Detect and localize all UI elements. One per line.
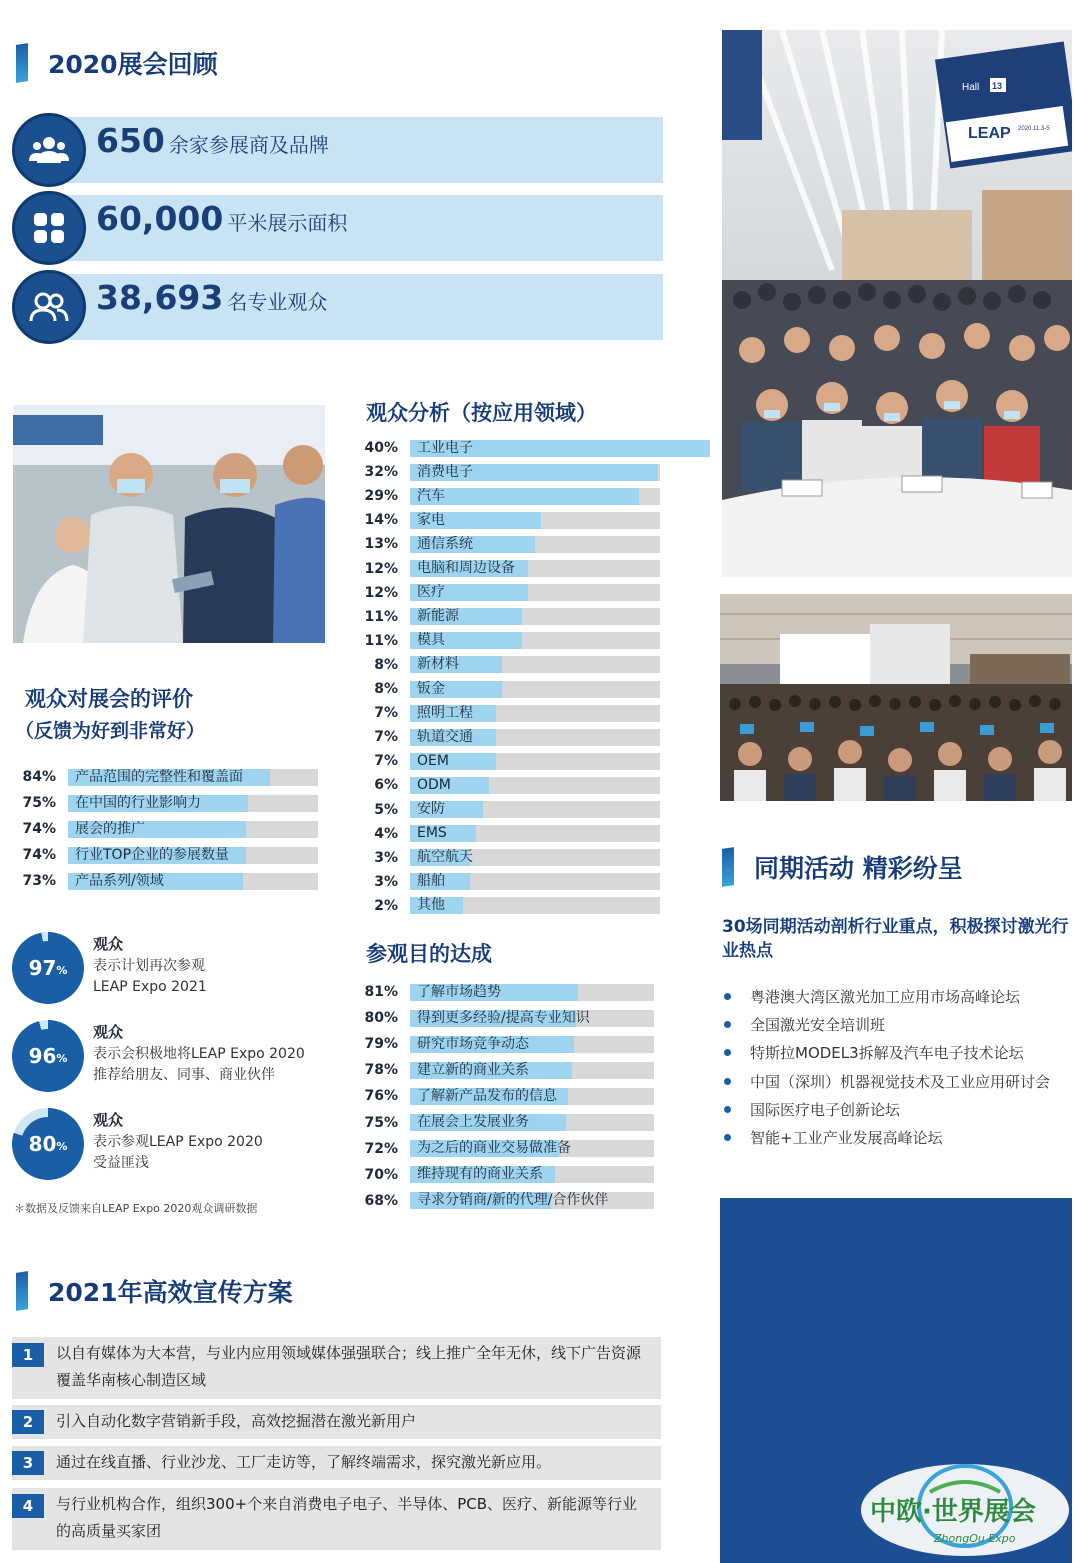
data-footnote: ＊数据及反馈来自LEAP Expo 2020观众调研数据	[14, 1202, 258, 1215]
bar-label: 寻求分销商/新的代理/合作伙伴	[417, 1192, 609, 1209]
bar-percent: 74%	[22, 847, 56, 863]
bar-track	[68, 795, 318, 812]
bar-percent: 13%	[364, 536, 398, 553]
audience-bar	[358, 655, 660, 675]
ring-line: 表示参观LEAP Expo 2020	[93, 1134, 263, 1150]
audience-bar	[358, 559, 660, 579]
audience-bar	[358, 462, 660, 482]
bar-track	[68, 821, 318, 838]
satisfaction-ring	[12, 1020, 84, 1092]
activity-label: 粤港澳大湾区激光加工应用市场高峰论坛	[750, 988, 1021, 1006]
bar-track	[410, 1166, 654, 1183]
bar-percent: 72%	[364, 1140, 398, 1157]
bar-percent: 11%	[364, 632, 398, 649]
plan-item	[12, 1446, 661, 1480]
plan-item-number: 4	[12, 1494, 44, 1518]
purpose-bar	[358, 1060, 654, 1080]
activity-label: 中国（深圳）机器视觉技术及工业应用研讨会	[750, 1072, 1051, 1091]
bar-label: 轨道交通	[417, 728, 473, 745]
review-title: 2020展会回顾	[48, 50, 218, 79]
satisfaction-ring	[12, 932, 84, 1004]
audience-bar	[358, 824, 660, 844]
audience-bar	[358, 679, 660, 699]
stat-visitors	[12, 270, 663, 346]
bar-percent: 81%	[364, 984, 398, 1000]
bar-label: 航空航天	[417, 849, 473, 866]
activity-label: 特斯拉MODEL3拆解及汽车电子技术论坛	[750, 1044, 1024, 1063]
bar-track	[410, 512, 660, 529]
plan-item	[12, 1405, 661, 1439]
bar-label: EMS	[417, 825, 447, 842]
bar-track	[410, 1010, 654, 1027]
bar-track	[410, 1088, 654, 1105]
plan-item-number: 3	[12, 1451, 44, 1475]
bar-percent: 3%	[374, 873, 398, 890]
section-accent-bar	[722, 847, 734, 887]
plan-item-text: 引入自动化数字营销新手段，高效挖掘潜在激光新用户	[56, 1412, 417, 1430]
stat-number: 60,000	[96, 199, 224, 238]
purpose-bar	[358, 1165, 654, 1185]
bar-label: 通信系统	[417, 535, 473, 552]
bar-percent: 32%	[364, 464, 398, 481]
ring-heading: 观众	[93, 935, 124, 953]
ring-percent: 80	[28, 1132, 57, 1156]
evaluation-subtitle: （反馈为好到非常好）	[15, 720, 206, 742]
bar-label: 工业电子	[417, 439, 473, 456]
purpose-bar	[358, 982, 654, 1002]
bar-percent: 75%	[22, 795, 56, 811]
bar-percent: 8%	[374, 681, 398, 697]
section-accent-bar	[16, 43, 28, 83]
hall-sign-text: Hall	[962, 82, 980, 93]
bar-track	[410, 464, 660, 481]
bar-percent: 5%	[374, 801, 398, 818]
activity-item	[724, 1071, 1050, 1092]
audience-bar	[358, 631, 660, 651]
bullet-dot-icon	[724, 1106, 731, 1113]
audience-bar	[358, 800, 660, 820]
plan-item	[12, 1488, 661, 1550]
purpose-bar	[358, 1113, 654, 1133]
bar-track	[410, 536, 660, 553]
purpose-bar	[358, 1139, 654, 1159]
bar-percent: 29%	[364, 488, 398, 505]
plan-title: 2021年高效宣传方案	[48, 1278, 293, 1307]
bar-track	[410, 705, 660, 722]
review-section-header	[16, 44, 218, 82]
section-accent-bar	[16, 1271, 28, 1311]
bar-track	[410, 1192, 654, 1209]
bar-track	[410, 777, 660, 794]
ring-line: LEAP Expo 2021	[93, 979, 207, 995]
bar-label: 钣金	[417, 680, 445, 697]
audience-bar	[358, 872, 660, 892]
plan-item-text: 通过在线直播、行业沙龙、工厂走访等，了解终端需求，探究激光新应用。	[56, 1453, 552, 1471]
bar-label: 了解新产品发布的信息	[417, 1087, 557, 1104]
hall-number-text: 13	[992, 81, 1003, 91]
bar-track	[410, 873, 660, 890]
bar-track	[68, 769, 318, 786]
purpose-title: 参观目的达成	[366, 942, 492, 966]
ring-description	[93, 1022, 305, 1086]
ring-percent: 96	[28, 1044, 57, 1068]
bar-percent: 84%	[22, 769, 56, 785]
audience-bar	[358, 534, 660, 554]
stat-area	[12, 191, 663, 267]
plan-item-number: 2	[12, 1410, 44, 1434]
audience-bar	[358, 607, 660, 627]
bar-track	[410, 681, 660, 698]
bar-label: 得到更多经验/提高专业知识	[417, 1009, 590, 1026]
bar-label: 电脑和周边设备	[417, 560, 515, 576]
audience-bar	[358, 896, 660, 916]
bar-label: 家电	[417, 511, 445, 528]
activity-item	[724, 1042, 1024, 1063]
bar-label: 建立新的商业关系	[417, 1061, 529, 1078]
bar-label: 展会的推广	[75, 820, 145, 837]
stat-label: 平米展示面积	[227, 211, 348, 235]
ring-heading: 观众	[93, 1023, 124, 1041]
bar-percent: 73%	[22, 873, 56, 889]
bar-track	[68, 873, 318, 890]
purpose-bar	[358, 1034, 654, 1054]
bar-label: 产品范围的完整性和覆盖面	[75, 768, 243, 785]
ring-line: 受益匪浅	[93, 1155, 149, 1171]
bullet-dot-icon	[724, 1078, 731, 1085]
photo-forum-audience	[720, 594, 1072, 801]
ring-line: 推荐给朋友、同事、商业伙伴	[93, 1067, 275, 1083]
stat-exhibitors	[12, 113, 663, 189]
ring-percent: 97	[28, 956, 57, 980]
bar-label: 新能源	[417, 608, 459, 625]
bar-percent: 7%	[374, 729, 398, 746]
ring-value	[21, 941, 75, 995]
activity-item	[724, 1014, 885, 1035]
stat-number: 38,693	[96, 278, 224, 317]
bar-track	[410, 1140, 654, 1157]
evaluation-title: 观众对展会的评价	[25, 687, 193, 711]
ring-value	[21, 1029, 75, 1083]
bar-percent: 75%	[364, 1114, 398, 1131]
purpose-bar	[358, 1008, 654, 1028]
bar-label: 汽车	[417, 487, 445, 504]
ring-description	[93, 934, 207, 998]
audience-bar	[358, 848, 660, 868]
activities-title: 同期活动 精彩纷呈	[754, 854, 963, 883]
bar-label: 了解市场趋势	[417, 983, 501, 1000]
plan-item-number: 1	[12, 1343, 44, 1367]
bar-percent: 7%	[374, 753, 398, 770]
activity-item	[724, 1099, 900, 1120]
purpose-bar	[358, 1086, 654, 1106]
bar-track	[410, 984, 654, 1001]
bar-label: 在中国的行业影响力	[75, 794, 201, 811]
audience-bar	[358, 583, 660, 603]
bar-track	[410, 584, 660, 601]
bar-percent: 80%	[364, 1010, 398, 1027]
bar-label: 船舶	[417, 873, 445, 890]
audience-title: 观众分析（按应用领域）	[366, 401, 597, 425]
bar-track	[410, 440, 660, 457]
bar-track	[410, 801, 660, 818]
bullet-dot-icon	[724, 993, 731, 1000]
bar-track	[410, 1062, 654, 1079]
photo-visitors-reading	[13, 405, 325, 643]
bar-label: 安防	[417, 801, 445, 817]
bar-label: OEM	[417, 752, 449, 769]
bar-track	[410, 1036, 654, 1053]
bar-label: 照明工程	[417, 704, 473, 721]
bar-percent: 12%	[364, 584, 398, 601]
photo-exhibition-hall	[722, 30, 1072, 577]
bar-label: 模具	[417, 632, 445, 649]
bar-track	[410, 897, 660, 914]
plan-item-text: 与行业机构合作，组织300+个来自消费电子电子、半导体、PCB、医疗、新能源等行业的高质量买家团	[56, 1495, 638, 1540]
bar-percent: 76%	[364, 1088, 398, 1105]
audience-bar	[358, 751, 660, 771]
bar-percent: 70%	[364, 1166, 398, 1183]
bar-track	[68, 847, 318, 864]
bar-percent: 40%	[364, 440, 398, 456]
activity-item	[724, 986, 1020, 1007]
audience-bar	[358, 727, 660, 747]
activity-item	[724, 1127, 943, 1148]
bar-percent: 14%	[364, 512, 398, 529]
bar-percent: 4%	[374, 825, 398, 842]
bar-label: 行业TOP企业的参展数量	[75, 846, 230, 863]
bar-label: 为之后的商业交易做准备	[417, 1140, 571, 1157]
bar-label: 消费电子	[417, 463, 473, 480]
bar-percent: 68%	[364, 1192, 398, 1209]
audience-icon	[12, 270, 86, 344]
plan-item	[12, 1337, 661, 1399]
bar-percent: 79%	[364, 1036, 398, 1053]
bar-percent: 12%	[364, 560, 398, 577]
stat-label: 余家参展商及品牌	[168, 133, 329, 157]
bar-percent: 8%	[374, 656, 398, 673]
logo-text-en: ZhongOu Expo	[934, 1532, 1016, 1545]
satisfaction-ring	[12, 1108, 84, 1180]
logo-text-cn: 中欧·世界展会	[870, 1497, 1036, 1527]
bar-label: 医疗	[417, 584, 445, 601]
bar-percent: 7%	[374, 705, 398, 722]
evaluation-bar	[14, 845, 318, 865]
plan-item-text: 以自有媒体为大本营，与业内应用领域媒体强强联合；线上推广全年无休，线下广告资源覆盖华南核心制造区域	[56, 1344, 642, 1389]
ring-value	[21, 1117, 75, 1171]
bar-track	[410, 753, 660, 770]
bar-label: 产品系列/领域	[75, 872, 164, 889]
bar-label: 研究市场竞争动态	[417, 1035, 529, 1052]
bar-label: 维持现有的商业关系	[417, 1166, 543, 1183]
leap-banner-text: LEAP	[968, 125, 1011, 142]
bar-percent: 78%	[364, 1062, 398, 1079]
bar-track	[410, 1114, 654, 1131]
bar-label: ODM	[417, 776, 451, 793]
ring-unit: %	[56, 964, 68, 977]
bar-percent: 11%	[364, 608, 398, 625]
evaluation-bar	[14, 767, 318, 787]
bar-label: 其他	[417, 897, 445, 914]
bar-track	[410, 656, 660, 673]
ring-description	[93, 1110, 263, 1174]
bar-track	[410, 608, 660, 625]
bar-label: 在展会上发展业务	[417, 1114, 529, 1130]
activity-label: 全国激光安全培训班	[750, 1016, 886, 1035]
activities-section-header	[722, 848, 963, 886]
activity-label: 智能+工业产业发展高峰论坛	[750, 1129, 943, 1147]
ring-line: 表示计划再次参观	[93, 958, 205, 974]
zhongou-logo	[860, 1462, 1070, 1558]
audience-bar	[358, 486, 660, 506]
stat-label: 名专业观众	[227, 290, 328, 314]
bullet-dot-icon	[724, 1021, 731, 1028]
bar-track	[410, 488, 660, 505]
group-icon	[12, 113, 86, 187]
bar-track	[410, 729, 660, 746]
bar-track	[410, 825, 660, 842]
activity-label: 国际医疗电子创新论坛	[750, 1100, 901, 1119]
audience-bar	[358, 438, 660, 458]
bullet-dot-icon	[724, 1134, 731, 1141]
purpose-bar	[358, 1191, 654, 1211]
leap-banner-date: 2020.11.3-5	[1018, 126, 1050, 132]
bullet-dot-icon	[724, 1049, 731, 1056]
bar-percent: 6%	[374, 777, 398, 794]
ring-line: 表示会积极地将LEAP Expo 2020	[93, 1046, 305, 1062]
bar-track	[410, 632, 660, 649]
evaluation-bar	[14, 793, 318, 813]
bar-percent: 3%	[374, 849, 398, 866]
bar-label: 新材料	[417, 656, 459, 673]
grid-icon	[12, 191, 86, 265]
plan-section-header	[16, 1272, 293, 1310]
audience-bar	[358, 510, 660, 530]
ring-heading: 观众	[93, 1111, 124, 1129]
ring-unit: %	[56, 1052, 68, 1065]
audience-bar	[358, 703, 660, 723]
evaluation-bar	[14, 871, 318, 891]
bar-track	[410, 849, 660, 866]
bar-track	[410, 560, 660, 577]
bar-percent: 2%	[374, 897, 398, 914]
bar-percent: 74%	[22, 821, 56, 837]
activities-subtitle: 30场同期活动剖析行业重点，积极探讨激光行业热点	[722, 917, 1069, 961]
evaluation-bar	[14, 819, 318, 839]
audience-bar	[358, 775, 660, 795]
ring-unit: %	[56, 1140, 68, 1153]
stat-number: 650	[96, 121, 165, 160]
